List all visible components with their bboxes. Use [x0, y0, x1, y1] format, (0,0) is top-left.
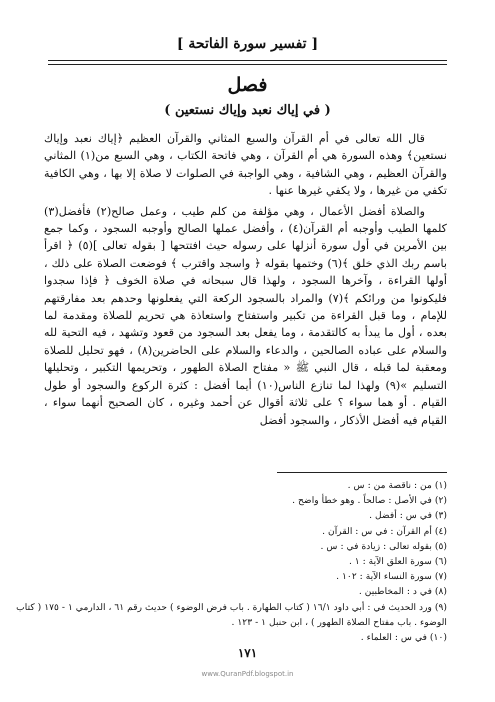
- section-subtitle: ( في إياك نعبد وإياك نستعين ): [164, 103, 331, 118]
- paragraph: قال الله تعالى في أم القرآن والسبع المثاني والقرآن العظيم ﴿إياك نعبد وإياك نستعين﴾ وهذه السورة هي أم القرآن ، وهي فاتحة الكتاب ، وهي السبع من(١) المثاني والقرآن العظيم ، وهي الشافية ، وهي الواجبة في الصلوات لا صلاة إلا بها ، وهي الكافية تكفي من غيرها ، ولا يكفي غيرها عنها .: [44, 132, 447, 198]
- body-text: [44, 130, 447, 429]
- footnote-divider: [277, 472, 447, 473]
- footnote: (٩) ورد الحديث في : أبي داود ١٦/١ ( كتاب الطهارة . باب فرض الوضوء ) حديث رقم ٦١ ، الدارمي ١ - ١٧٥ ( كتاب: [16, 601, 447, 613]
- footnote: الوضوء . باب مفتاح الصلاة الطهور ) ، ابن حنبل ١ - ١٢٣ .: [231, 616, 447, 628]
- section-title: فصل: [227, 74, 268, 96]
- footnote: (٥) بقوله تعالى : زيادة في : س .: [320, 540, 447, 552]
- footnotes: [16, 478, 447, 645]
- footnote: (٧) سورة النساء الآية : ١٠٢ .: [336, 571, 447, 583]
- footnote: (١٠) في س : العلماء .: [360, 632, 447, 644]
- page-number: ١٧١: [237, 646, 258, 660]
- footnote: (١) من : ناقصة من : س .: [347, 480, 447, 491]
- footnote: (٦) سورة العلق الآية : ١ .: [348, 556, 447, 568]
- footnote: (٤) أم القرآن : في س : القرآن .: [322, 525, 447, 537]
- header-divider: [48, 60, 447, 65]
- paragraph: والصلاة أفضل الأعمال ، وهي مؤلفة من كلم طيب ، وعمل صالح(٢) فأفضل(٣) كلمها الطيب وأوجبه أم القرآن(٤) ، وأفضل عملها الصالح وأوجبه السجود ، وكما جمع بين الأمرين في أول سورة أنزلها على رسوله حيث افتتحها [ بقوله تعالى ](٥) ﴿ اقرأ باسم ربك الذي خلق ﴾(٦) وختمها بقوله ﴿ واسجد واقترب ﴾ فوضعت الصلاة على ذلك ، أولها القراءة ، وآخرها السجود ، ولهذا قال سبحانه في صلاة الخوف ﴿ فإذا سجدوا فليكونوا من ورائكم ﴾(٧) والمراد بالسجود الركعة التي يفعلونها وحدهم بعد مفارقتهم للإمام ، وما قبل القراءة من تكبير واستفتاح واستعاذة هي تحريم للصلاة ومقدمة لما بعده ، أول ما يبدأ به كالتقدمة ، وما يفعل بعد السجود من قعود وتشهد ، فيه التحية لله والسلام على عباده الصالحين ، والدعاء والسلام على الحاضرين(٨) ، فهو تحليل للصلاة ومعقبة لما قبله ، قال النبي ﷺ « مفتاح الصلاة الطهور ، وتحريمها التكبير ، وتحليلها التسليم »(٩) ولهذا لما تنازع الناس(١٠) أيما أفضل : كثرة الركوع والسجود أو طول القيام . أو هما سواء ؟ على ثلاثة أقوال عن أحمد وغيره ، كان الصحيح أنهما سواء ، القيام فيه أفضل الأذكار ، والسجود أفضل: [44, 204, 448, 427]
- footnote: (٨) في د : المخاطبين .: [358, 586, 447, 598]
- watermark: www.QuranPdf.blogspot.in: [201, 670, 294, 678]
- running-header: [ تفسير سورة الفاتحة ]: [176, 36, 319, 52]
- footnote: (٣) في س : أفضل .: [369, 510, 447, 522]
- footnote: (٢) في الأصل : صالحاً . وهو خطأ واضح .: [292, 495, 447, 507]
